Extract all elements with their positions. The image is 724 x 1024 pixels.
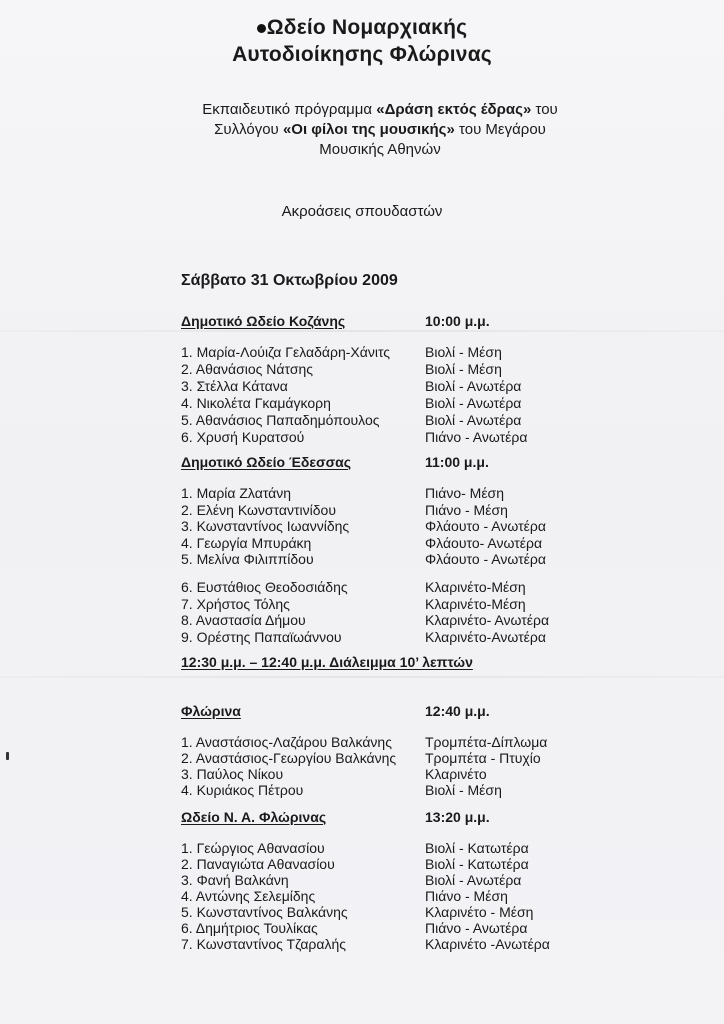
student-row [181, 378, 601, 394]
student-instrument: Πιάνο- Μέση [425, 485, 504, 501]
student-name: 2. Ελένη Κωνσταντινίδου [181, 501, 336, 518]
student-row [181, 856, 601, 872]
paper-fold [0, 330, 724, 332]
student-row [181, 344, 601, 360]
student-instrument: Κλαρινέτο - Μέση [425, 904, 534, 920]
student-instrument: Βιολί - Μέση [425, 361, 502, 377]
student-row [181, 766, 601, 782]
student-instrument: Βιολί - Κατωτέρα [425, 856, 529, 872]
student-row [181, 840, 601, 856]
header-title-line2: Αυτοδιοίκησης Φλώρινας [232, 43, 492, 66]
student-instrument: Κλαρινέτο -Ανωτέρα [425, 936, 550, 952]
student-instrument: Βιολί - Κατωτέρα [425, 840, 529, 856]
intro-line2: Συλλόγου «Οι φίλοι της μουσικής» του Μεγάρου [214, 121, 546, 138]
student-name: 5. Αθανάσιος Παπαδημόπουλος [181, 412, 380, 428]
student-name: 3. Κωνσταντίνος Ιωαννίδης [181, 518, 350, 535]
student-instrument: Κλαρινέτο [425, 766, 487, 782]
student-row [181, 734, 601, 750]
student-instrument: Κλαρινέτο-Ανωτέρα [425, 628, 546, 645]
student-row [181, 888, 601, 904]
student-name: 1. Μαρία-Λούιζα Γελαδάρη-Χάνιτς [181, 344, 391, 360]
student-instrument: Βιολί - Μέση [425, 344, 502, 360]
student-name: 9. Ορέστης Παπαϊωάννου [181, 628, 342, 645]
student-name: 7. Χρήστος Τόλης [181, 595, 290, 612]
student-instrument: Κλαρινέτο- Ανωτέρα [425, 612, 550, 629]
student-name: 6. Δημήτριος Τουλίκας [181, 920, 318, 936]
section-title: Ωδείο Ν. Α. Φλώρινας [181, 809, 327, 825]
student-instrument: Βιολί - Ανωτέρα [425, 872, 522, 888]
student-row [181, 920, 601, 936]
student-name: 6. Χρυσή Κυρατσού [181, 429, 305, 445]
student-row [181, 596, 601, 612]
intro-line3: Μουσικής Αθηνών [319, 141, 441, 158]
student-row [181, 361, 601, 377]
student-row [181, 612, 601, 628]
break-notice: 12:30 μ.μ. – 12:40 μ.μ. Διάλειμμα 10’ λεπτών [181, 654, 473, 670]
subtitle: Ακροάσεις σπουδαστών [281, 203, 443, 220]
student-row [181, 872, 601, 888]
section-time: 13:20 μ.μ. [425, 809, 490, 825]
student-name: 6. Ευστάθιος Θεοδοσιάδης [181, 579, 348, 595]
student-row [181, 551, 601, 567]
student-row [181, 904, 601, 920]
paper-fold [0, 676, 724, 678]
student-row [181, 782, 601, 798]
bullet-dot-icon [257, 24, 266, 33]
student-name: 4. Γεωργία Μπυράκη [181, 534, 312, 551]
intro-line1: Εκπαιδευτικό πρόγραμμα «Δράση εκτός έδρας» του [202, 101, 558, 118]
student-row [181, 502, 601, 518]
section-time: 10:00 μ.μ. [425, 313, 490, 329]
student-row [181, 429, 601, 445]
section-time: 11:00 μ.μ. [425, 454, 489, 470]
student-name: 1. Αναστάσιος-Λαζάρου Βαλκάνης [181, 734, 392, 750]
student-name: 2. Αναστάσιος-Γεωργίου Βαλκάνης [181, 750, 397, 766]
student-row [181, 629, 601, 645]
student-instrument: Φλάουτο - Ανωτέρα [425, 551, 546, 568]
event-date: Σάββατο 31 Οκτωβρίου 2009 [181, 272, 398, 289]
student-name: 4. Κυριάκος Πέτρου [181, 782, 304, 798]
student-instrument: Τρομπέτα-Δίπλωμα [425, 734, 548, 750]
student-instrument: Πιάνο - Μέση [425, 888, 508, 904]
student-name: 8. Αναστασία Δήμου [181, 612, 306, 629]
student-instrument: Βιολί - Μέση [425, 782, 502, 798]
header-title-line1: Ωδείο Νομαρχιακής [0, 16, 724, 40]
student-row [181, 485, 601, 501]
section-title: Δημοτικό Ωδείο Έδεσσας [181, 454, 352, 470]
student-name: 3. Φανή Βαλκάνη [181, 872, 289, 888]
student-row [181, 535, 601, 551]
student-instrument: Βιολί - Ανωτέρα [425, 395, 522, 411]
student-name: 5. Κωνσταντίνος Βαλκάνης [181, 904, 348, 920]
student-instrument: Πιάνο - Ανωτέρα [425, 429, 528, 445]
student-name: 4. Αντώνης Σελεμίδης [181, 888, 316, 904]
student-name: 7. Κωνσταντίνος Τζαραλής [181, 936, 347, 952]
student-instrument: Φλάουτο - Ανωτέρα [425, 518, 546, 535]
student-name: 1. Μαρία Ζλατάνη [181, 485, 292, 501]
scan-speck [6, 752, 9, 760]
student-instrument: Πιάνο - Ανωτέρα [425, 920, 528, 936]
student-name: 2. Αθανάσιος Νάτσης [181, 361, 313, 377]
student-row [181, 395, 601, 411]
student-name: 3. Στέλλα Κάτανα [181, 378, 288, 394]
student-instrument: Βιολί - Ανωτέρα [425, 378, 522, 394]
student-instrument: Κλαρινέτο-Μέση [425, 595, 526, 612]
student-row [181, 750, 601, 766]
section-time: 12:40 μ.μ. [425, 703, 490, 719]
student-name: 1. Γεώργιος Αθανασίου [181, 840, 325, 856]
student-instrument: Φλάουτο- Ανωτέρα [425, 534, 543, 551]
student-name: 4. Νικολέτα Γκαμάγκορη [181, 395, 331, 411]
student-name: 2. Παναγιώτα Αθανασίου [181, 856, 335, 872]
student-name: 3. Παύλος Νίκου [181, 766, 284, 782]
student-row [181, 412, 601, 428]
student-instrument: Τρομπέτα - Πτυχίο [425, 750, 541, 766]
section-title: Δημοτικό Ωδείο Κοζάνης [181, 313, 346, 329]
student-instrument: Βιολί - Ανωτέρα [425, 412, 522, 428]
section-title: Φλώρινα [181, 703, 241, 719]
student-name: 5. Μελίνα Φιλιππίδου [181, 551, 314, 568]
student-row [181, 936, 601, 952]
student-row [181, 518, 601, 534]
student-row [181, 579, 601, 595]
student-instrument: Κλαρινέτο-Μέση [425, 579, 526, 595]
student-instrument: Πιάνο - Μέση [425, 501, 508, 518]
